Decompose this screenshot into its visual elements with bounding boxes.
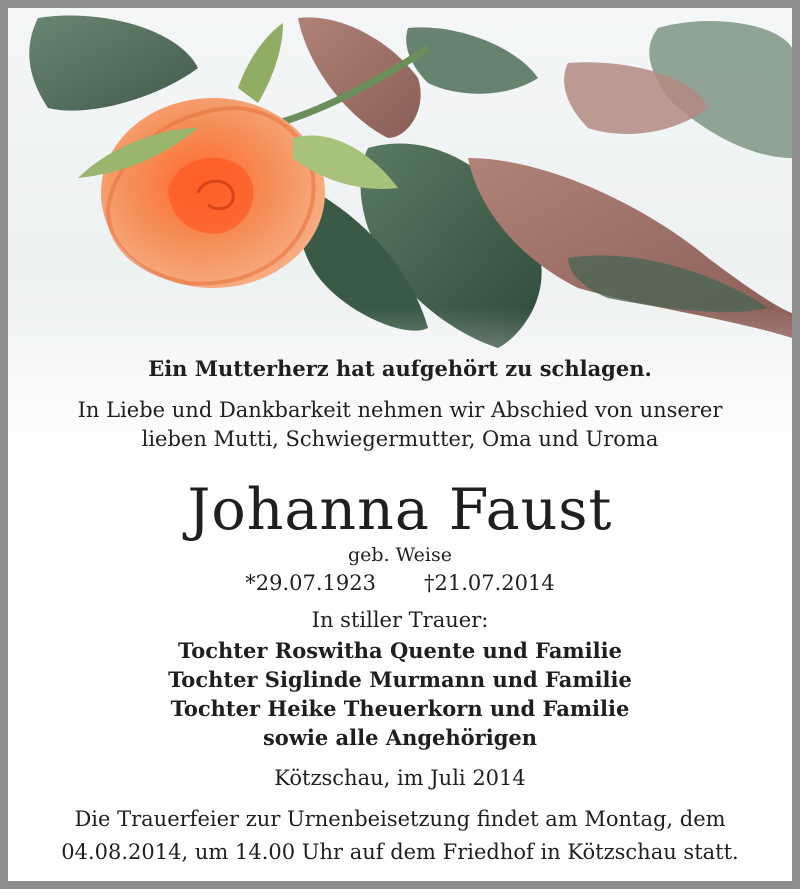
mourners-list [8, 636, 792, 752]
ceremony-line: 04.08.2014, um 14.00 Uhr auf dem Friedhof in Kötzschau statt. [61, 840, 739, 864]
headline: Ein Mutterherz hat aufgehört zu schlagen. [148, 356, 652, 381]
birth-date: *29.07.1923 [245, 571, 376, 595]
mourners-label: In stiller Trauer: [311, 608, 489, 632]
farewell-line: In Liebe und Dankbarkeit nehmen wir Abschied von unserer [77, 398, 723, 422]
leaf-top-left [29, 15, 198, 110]
leaf-brown-top [298, 17, 421, 138]
death-date: †21.07.2014 [424, 571, 555, 595]
ceremony-info [8, 803, 792, 869]
mourner-item: Tochter Siglinde Murmann und Familie [168, 667, 632, 692]
mourner-item: Tochter Roswitha Quente und Familie [178, 638, 622, 663]
maiden-name: geb. Weise [348, 544, 452, 566]
mourner-item: sowie alle Angehörigen [262, 725, 538, 750]
farewell-line: lieben Mutti, Schwiegermutter, Oma und Uroma [141, 427, 659, 451]
mourner-item: Tochter Heike Theuerkorn und Familie [170, 696, 630, 721]
farewell-text [8, 396, 792, 454]
deceased-name: Johanna Faust [187, 477, 613, 543]
ceremony-line: Die Trauerfeier zur Urnenbeisetzung findet am Montag, dem [74, 807, 726, 831]
leaf-mid-top [406, 27, 538, 93]
place-date: Kötzschau, im Juli 2014 [274, 766, 526, 790]
life-dates [8, 571, 792, 595]
rose-bud-top [238, 23, 283, 103]
